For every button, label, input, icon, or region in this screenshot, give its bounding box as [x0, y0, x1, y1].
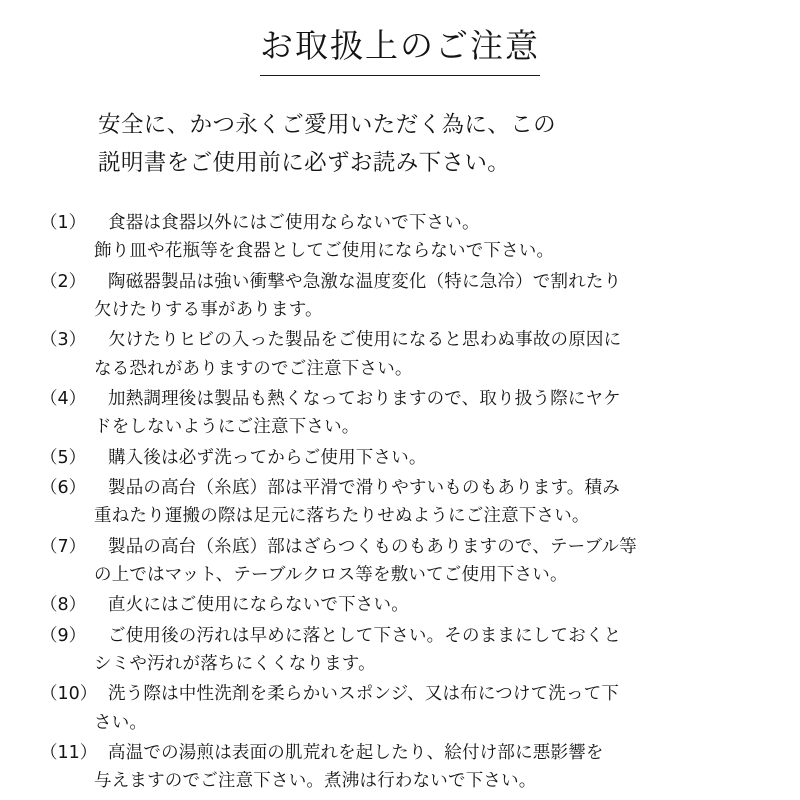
- note-line: 食器は食器以外にはご使用ならないで下さい。: [108, 212, 480, 233]
- note-line: 陶磁器製品は強い衝撃や急激な温度変化（特に急冷）で割れたり: [108, 271, 622, 292]
- note-line: 製品の高台（糸底）部はざらつくものもありますので、テーブル等: [108, 536, 637, 557]
- lead-line: 安全に、かつ永くご愛用いただく為に、この: [98, 111, 557, 138]
- note-line: 洗う際は中性洗剤を柔らかいスポンジ、又は布につけて洗って下: [108, 684, 620, 705]
- note-number: （5）: [40, 447, 87, 468]
- note-line: 直火にはご使用にならないで下さい。: [108, 595, 409, 616]
- list-item: [40, 591, 760, 619]
- list-item: [40, 533, 760, 590]
- note-line: 欠けたりヒビの入った製品をご使用になると思わぬ事故の原因に: [108, 330, 622, 351]
- note-number: （6）: [40, 478, 87, 499]
- note-line: なる恐れがありますのでご注意下さい。: [94, 358, 413, 379]
- note-text: [108, 591, 760, 619]
- list-item: [40, 326, 760, 383]
- list-item: [40, 680, 760, 737]
- note-number: （4）: [40, 388, 87, 409]
- note-number: （3）: [40, 330, 87, 351]
- note-line: 飾り皿や花瓶等を食器としてご使用にならないで下さい。: [94, 241, 555, 262]
- lead-paragraph: [98, 106, 760, 183]
- list-item: [40, 474, 760, 531]
- note-line: ご使用後の汚れは早めに落として下さい。そのままにしておくと: [108, 625, 622, 646]
- note-text: [94, 385, 760, 442]
- note-text: [94, 268, 760, 325]
- note-line: 購入後は必ず洗ってからご使用下さい。: [108, 447, 427, 468]
- page-title: お取扱上のご注意: [260, 24, 540, 76]
- note-number: （11）: [40, 743, 98, 764]
- note-number: （7）: [40, 536, 87, 557]
- notes-list: [40, 209, 760, 796]
- note-number: （9）: [40, 625, 87, 646]
- note-line: 高温での湯煎は表面の肌荒れを起したり、絵付け部に悪影響を: [108, 743, 604, 764]
- note-text: [94, 209, 760, 266]
- list-item: [40, 268, 760, 325]
- list-item: [40, 739, 760, 796]
- note-number: （1）: [40, 212, 87, 233]
- title-container: [40, 14, 760, 76]
- note-number: （8）: [40, 595, 87, 616]
- note-line: 加熱調理後は製品も熱くなっておりますので、取り扱う際にヤケ: [108, 388, 621, 409]
- note-text: [94, 533, 760, 590]
- note-text: [94, 474, 760, 531]
- note-number: （10）: [40, 684, 98, 705]
- list-item: [40, 444, 760, 472]
- list-item: [40, 209, 760, 266]
- note-number: （2）: [40, 271, 87, 292]
- note-text: [94, 622, 760, 679]
- note-line: さい。: [94, 712, 148, 733]
- note-line: の上ではマット、テーブルクロス等を敷いてご使用下さい。: [94, 565, 568, 586]
- list-item: [40, 622, 760, 679]
- lead-line: 説明書をご使用前に必ずお読み下さい。: [98, 150, 511, 177]
- note-text: [94, 739, 760, 796]
- note-line: 与えますのでご注意下さい。煮沸は行わないで下さい。: [94, 771, 537, 792]
- note-line: 欠けたりする事があります。: [94, 299, 323, 320]
- note-line: ドをしないようにご注意下さい。: [94, 417, 360, 438]
- note-text: [94, 326, 760, 383]
- note-line: 製品の高台（糸底）部は平滑で滑りやすいものもあります。積み: [108, 478, 620, 499]
- note-text: [94, 680, 760, 737]
- note-line: シミや汚れが落ちにくくなります。: [94, 654, 376, 675]
- note-line: 重ねたり運搬の際は足元に落ちたりせぬようにご注意下さい。: [94, 506, 590, 527]
- list-item: [40, 385, 760, 442]
- note-text: [108, 444, 760, 472]
